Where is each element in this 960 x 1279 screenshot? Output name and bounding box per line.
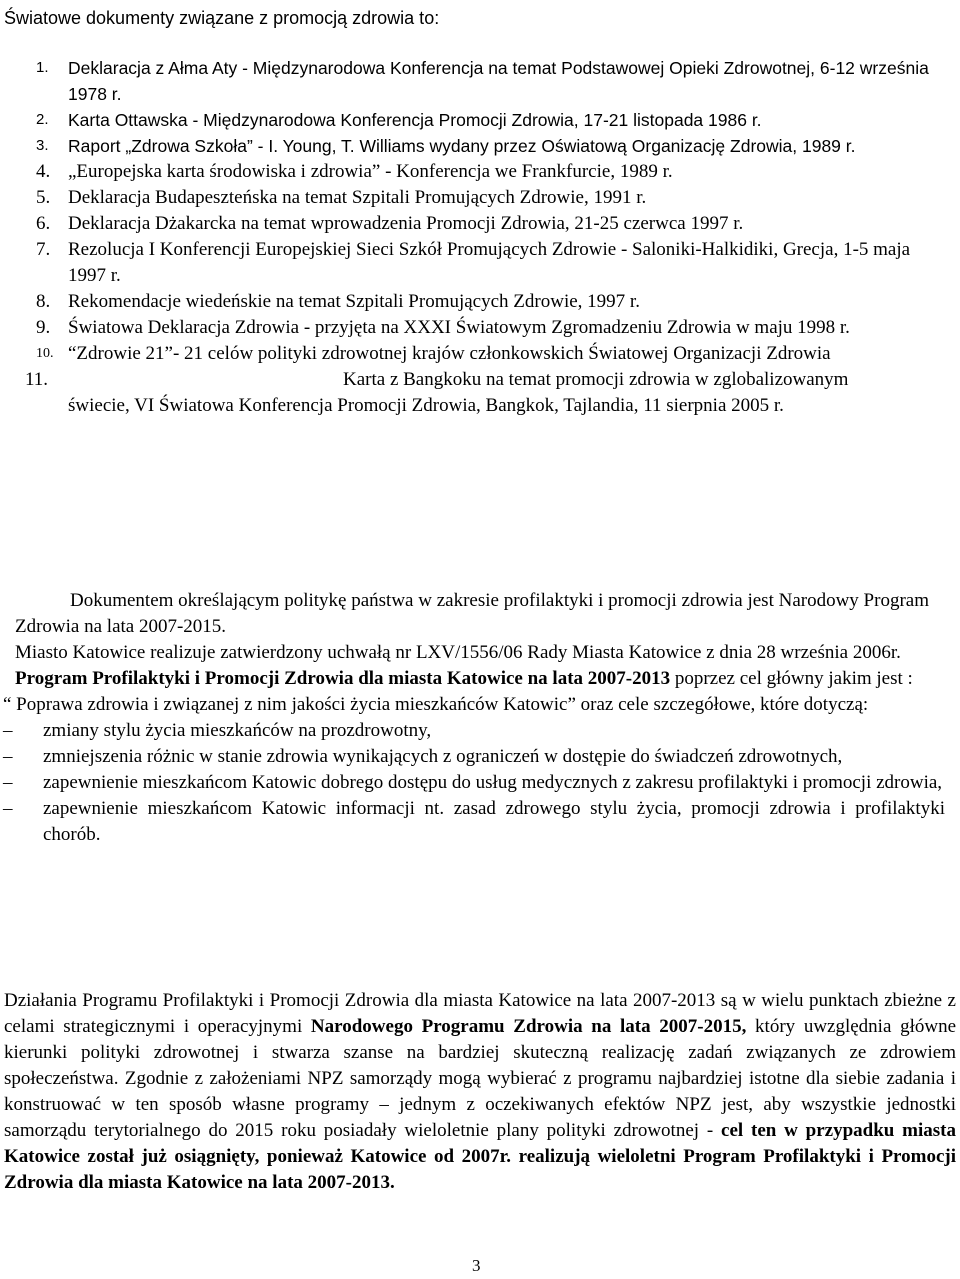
list-item-text-first: Karta z Bangkoku na temat promocji zdrowia w zglobalizowanym: [343, 369, 849, 390]
list-item: [0, 185, 960, 211]
main-goal: “ Poprawa zdrowia i związanej z nim jakości życia mieszkańców Katowic” oraz cele szczegółowe, które dotyczą:: [3, 694, 869, 715]
list-item-text: Deklaracja Budapeszteńska na temat Szpitali Promujących Zdrowie, 1991 r.: [68, 187, 647, 208]
list-item-text: Deklaracja z Ałma Aty - Międzynarodowa Konferencja na temat Podstawowej Opieki Zdrowotnej, 6-12 września 1978 r.: [68, 58, 929, 104]
npz-title: Narodowego Programu Zdrowia na lata 2007-2015,: [310, 1016, 747, 1037]
intro-heading: Światowe dokumenty związane z promocją zdrowia to:: [4, 8, 440, 28]
list-item-text: Światowa Deklaracja Zdrowia - przyjęta na XXXI Światowym Zgromadzeniu Zdrowia w maju 1998 r.: [68, 317, 850, 338]
list-item: [3, 744, 945, 770]
list-item: [0, 367, 960, 419]
actions-text: Działania Programu Profilaktyki i Promocji Zdrowia dla miasta Katowice na lata 2007-2013 są w wielu punktach zbieżne z celami strategicznymi i operacyjnymi: [4, 990, 956, 1037]
dash-icon: –: [3, 720, 13, 741]
list-item-number: 7.: [36, 239, 51, 260]
policy-section: [3, 588, 945, 848]
list-item-text: “Zdrowie 21”- 21 celów polityki zdrowotnej krajów członkowskich Światowej Organizacji Zdrowia: [68, 343, 831, 364]
page-number: 3: [472, 1256, 481, 1275]
list-item-text: zmniejszenia różnic w stanie zdrowia wynikających z ograniczeń w dostępie do świadczeń zdrowotnych,: [43, 746, 843, 767]
list-item: [0, 107, 960, 133]
list-item-number: 8.: [36, 291, 51, 312]
list-item-number: 6.: [36, 213, 51, 234]
list-item: [0, 341, 960, 367]
city-program-paragraph: [15, 640, 945, 692]
list-item-text-rest: świecie, VI Światowa Konferencja Promocji Zdrowia, Bangkok, Tajlandia, 11 sierpnia 2005 r.: [68, 395, 784, 416]
policy-text: Dokumentem określającym politykę państwa w zakresie profilaktyki i promocji zdrowia jest Narodowy Program Zdrowia na lata 2007-2015.: [15, 590, 929, 637]
list-item: [0, 315, 960, 341]
list-item-number: 9.: [36, 317, 51, 338]
actions-conclusion: cel ten w przypadku miasta Katowice został już osiągnięty, ponieważ Katowice od 2007r. realizują wieloletni Program Profilaktyki i Promocji Zdrowia dla miasta Katowice na lata 2007-2013.: [4, 1120, 957, 1193]
list-item-text: Raport „Zdrowa Szkoła” - I. Young, T. Williams wydany przez Oświatową Organizację Zdrowia, 1989 r.: [68, 136, 856, 156]
list-item: [0, 289, 960, 315]
list-item-number: 2.: [36, 111, 49, 128]
list-item-text: Karta Ottawska - Międzynarodowa Konferencja Promocji Zdrowia, 17-21 listopada 1986 r.: [68, 110, 762, 130]
list-item-number: 11.: [25, 369, 49, 390]
dash-icon: –: [3, 746, 13, 767]
list-item: [0, 55, 960, 107]
list-item-text: Rezolucja I Konferencji Europejskiej Sieci Szkół Promujących Zdrowie - Saloniki-Halkidiki, Grecja, 1-5 maja 1997 r.: [68, 239, 911, 286]
documents-list: [0, 55, 960, 419]
list-item-text: zapewnienie mieszkańcom Katowic dobrego dostępu do usług medycznych z zakresu profilaktyki i promocji zdrowia,: [43, 772, 943, 793]
city-program-tail: poprzez cel główny jakim jest :: [674, 668, 913, 689]
list-item: [0, 133, 960, 159]
list-item: [0, 237, 960, 289]
actions-text-continued: który uwzględnia główne kierunki polityki zdrowotnej i stwarza szanse na bardziej skuteczną realizację zadań związanych ze zdrowiem społeczeństwa. Zgodnie z założeniami NPZ samorządy mogą wybierać z programu najbardziej istotne dla siebie zadania i konstruować w ten sposób własne programy – jednym z oczekiwanych efektów NPZ jest, aby wszystkie jednostki samorządu terytorialnego do 2015 roku posiadały wieloletnie plany polityki zdrowotnej -: [4, 1016, 956, 1141]
list-item-text: zapewnienie mieszkańcom Katowic informacji nt. zasad zdrowego stylu życia, promocji zdrowia i profilaktyki chorób.: [43, 798, 945, 845]
policy-paragraph: [15, 588, 945, 640]
list-item: [3, 770, 945, 796]
list-item-text: zmiany stylu życia mieszkańców na prozdrowotny,: [43, 720, 432, 741]
program-title: Program Profilaktyki i Promocji Zdrowia dla miasta Katowice na lata 2007-2013: [15, 668, 671, 689]
list-item: [0, 211, 960, 237]
list-item-number: 3.: [36, 137, 49, 154]
list-item: [3, 796, 945, 848]
list-item-number: 5.: [36, 187, 51, 208]
list-item-text: „Europejska karta środowiska i zdrowia” - Konferencja we Frankfurcie, 1989 r.: [68, 161, 673, 182]
list-item-number: 4.: [36, 161, 51, 182]
list-item-number: 10.: [36, 346, 54, 361]
list-item-number: 1.: [36, 59, 49, 76]
list-item: [3, 718, 945, 744]
dash-icon: –: [3, 772, 13, 793]
list-item-text: Deklaracja Dżakarcka na temat wprowadzenia Promocji Zdrowia, 21-25 czerwca 1997 r.: [68, 213, 744, 234]
list-item-text: Rekomendacje wiedeńskie na temat Szpitali Promujących Zdrowie, 1997 r.: [68, 291, 640, 312]
goals-list: [3, 718, 945, 848]
dash-icon: –: [3, 798, 13, 819]
city-program-text: Miasto Katowice realizuje zatwierdzony uchwałą nr LXV/1556/06 Rady Miasta Katowice z dnia 28 września 2006r.: [15, 642, 901, 663]
actions-paragraph: [4, 988, 956, 1196]
list-item: [0, 159, 960, 185]
